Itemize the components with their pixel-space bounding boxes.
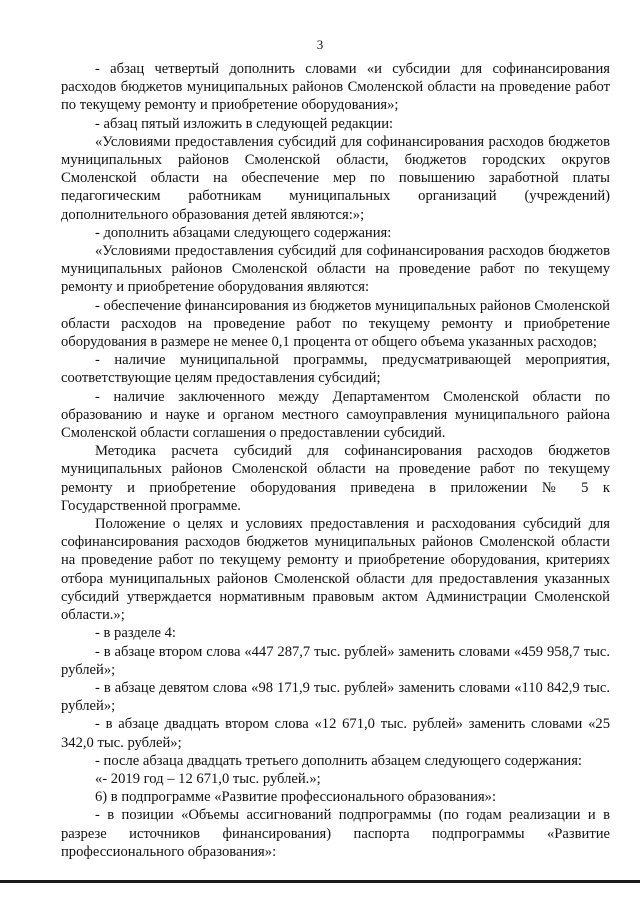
paragraph: Положение о целях и условиях предоставления и расходования субсидий для софинансирования расходов бюджетов муниципальных районов Смоленской области на проведение работ по текущему ремонту и приобретение оборудования, критериях отбора муниципальных районов Смоленской области для предоставления указанных субсидий утверждается нормативным правовым актом Администрации Смоленской области.»;	[61, 516, 610, 624]
paragraph: - в абзаце девятом слова «98 171,9 тыс. рублей» заменить словами «110 842,9 тыс. рублей»;	[61, 679, 610, 715]
bottom-border-line	[0, 880, 640, 883]
paragraph: - в разделе 4:	[95, 625, 176, 642]
paragraph: «Условиями предоставления субсидий для софинансирования расходов бюджетов муниципальных районов Смоленской области, бюджетов городских округов Смоленской области на обеспечение мер по повышению заработной платы педагогическим работникам муниципальных организаций (учреждений) дополнительного образования детей являются:»;	[61, 133, 610, 223]
paragraph: - обеспечение финансирования из бюджетов муниципальных районов Смоленской области расходов на проведение работ по текущему ремонту и приобретение оборудования в размере не менее 0,1 процента от общего объема указанных расходов;	[61, 297, 610, 351]
paragraph: 6) в подпрограмме «Развитие профессионального образования»:	[95, 789, 497, 806]
paragraph: - абзац пятый изложить в следующей редакции:	[95, 115, 394, 132]
paragraph: - наличие муниципальной программы, предусматривающей мероприятия, соответствующие целям предоставления субсидий;	[61, 352, 610, 387]
paragraph: - в абзаце двадцать втором слова «12 671,0 тыс. рублей» заменить словами «25 342,0 тыс. рублей»;	[61, 716, 610, 751]
paragraph: «Условиями предоставления субсидий для софинансирования расходов бюджетов муниципальных районов Смоленской области на проведение работ по текущему ремонту и приобретение оборудования являются:	[61, 243, 610, 296]
paragraph: Методика расчета субсидий для софинансирования расходов бюджетов муниципальных районов Смоленской области на проведение работ по текущему ремонту и приобретение оборудования приведена в приложении № 5 к Государственной программе.	[61, 443, 610, 514]
paragraph: - дополнить абзацами следующего содержания:	[95, 224, 392, 241]
document-body	[61, 60, 610, 861]
paragraph: - абзац четвертый дополнить словами «и субсидии для софинансирования расходов бюджетов муниципальных районов Смоленской области на проведение работ по текущему ремонту и приобретение оборудования»;	[61, 61, 610, 114]
paragraph: - после абзаца двадцать третьего дополнить абзацем следующего содержания:	[95, 752, 582, 769]
page-number: 3	[316, 37, 324, 52]
paragraph: - в абзаце втором слова «447 287,7 тыс. рублей» заменить словами «459 958,7 тыс. рублей»;	[61, 643, 610, 678]
paragraph: - в позиции «Объемы ассигнований подпрограммы (по годам реализации и в разрезе источников финансирования) паспорта подпрограммы «Развитие профессионального образования»:	[61, 807, 610, 860]
paragraph: «- 2019 год – 12 671,0 тыс. рублей.»;	[95, 770, 321, 787]
paragraph: - наличие заключенного между Департаментом Смоленской области по образованию и науке и органом местного самоуправления муниципального района Смоленской области соглашения о предоставлении субсидий.	[61, 388, 610, 442]
